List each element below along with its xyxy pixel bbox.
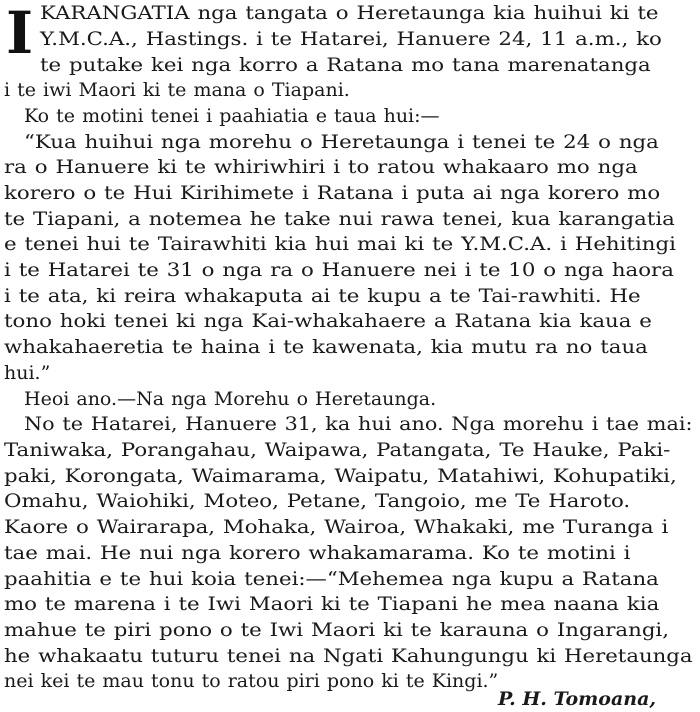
text-line: korero o te Hui Kirihimete i Ratana i puta ai nga korero mo — [4, 182, 661, 204]
text-line: Taniwaka, Porangahau, Waipawa, Patangata, Te Hauke, Paki- — [4, 439, 671, 461]
text-line: No te Hatarei, Hanuere 31, ka hui ano. Nga morehu i tae mai: — [24, 413, 693, 435]
text-line: tae mai. He nui nga korero whakamarama. Ko te motini i — [4, 542, 631, 564]
text-line: Ko te motini tenei i paahiatia e taua hui:— — [24, 105, 440, 127]
text-line: paahitia e te hui koia tenei:—“Mehemea nga kupu a Ratana — [4, 568, 659, 590]
text-line: ra o Hanuere ki te whiriwhiri i to ratou whakaaro mo nga — [4, 156, 638, 178]
text-line: i te iwi Maori ki te mana o Tiapani. — [4, 79, 350, 101]
text-line: i te Hatarei te 31 o nga ra o Hanuere nei i te 10 o nga haora — [4, 259, 674, 281]
text-line: paki, Korongata, Waimarama, Waipatu, Matahiwi, Kohupatiki, — [4, 465, 677, 487]
text-line: Heoi ano.—Na nga Morehu o Heretaunga. — [24, 388, 437, 410]
text-line: whakahaeretia te haina i te kawenata, kia mutu ra no taua — [4, 336, 648, 358]
text-line: hui.” — [4, 362, 51, 384]
text-line: KARANGATIA nga tangata o Heretaunga kia huihui ki te — [40, 2, 659, 24]
text-line: Y.M.C.A., Hastings. i te Hatarei, Hanuere 24, 11 a.m., ko — [40, 28, 662, 50]
signature: P. H. Tomoana, — [497, 688, 656, 710]
text-line: mo te marena i te Iwi Maori ki te Tiapani he mea naana kia — [4, 593, 660, 615]
document-page — [4, 0, 696, 712]
text-line: tono hoki tenei ki nga Kai-whakahaere a Ratana kia kaua e — [4, 310, 652, 332]
text-line: i te ata, ki reira whakaputa ai te kupu a te Tai-rawhiti. He — [4, 285, 641, 307]
drop-cap: I — [6, 0, 34, 67]
text-line: nei kei te mau tonu to ratou piri pono ki te Kingi.” — [4, 670, 499, 692]
text-line: “Kua huihui nga morehu o Heretaunga i tenei te 24 o nga — [24, 131, 659, 153]
text-line: e tenei hui te Tairawhiti kia hui mai ki te Y.M.C.A. i Hehitingi — [4, 233, 676, 255]
text-line: Omahu, Waiohiki, Moteo, Petane, Tangoio, me Te Haroto. — [4, 490, 631, 512]
text-line: he whakaatu tuturu tenei na Ngati Kahungungu ki Heretaunga — [4, 645, 693, 667]
text-line: Kaore o Wairarapa, Mohaka, Wairoa, Whakaki, me Turanga i — [4, 516, 669, 538]
text-line: te Tiapani, a notemea he take nui rawa tenei, kua karangatia — [4, 208, 675, 230]
text-line: te putake kei nga korro a Ratana mo tana marenatanga — [40, 54, 651, 76]
text-line: mahue te piri pono o te Iwi Maori ki te karauna o Ingarangi, — [4, 619, 670, 641]
